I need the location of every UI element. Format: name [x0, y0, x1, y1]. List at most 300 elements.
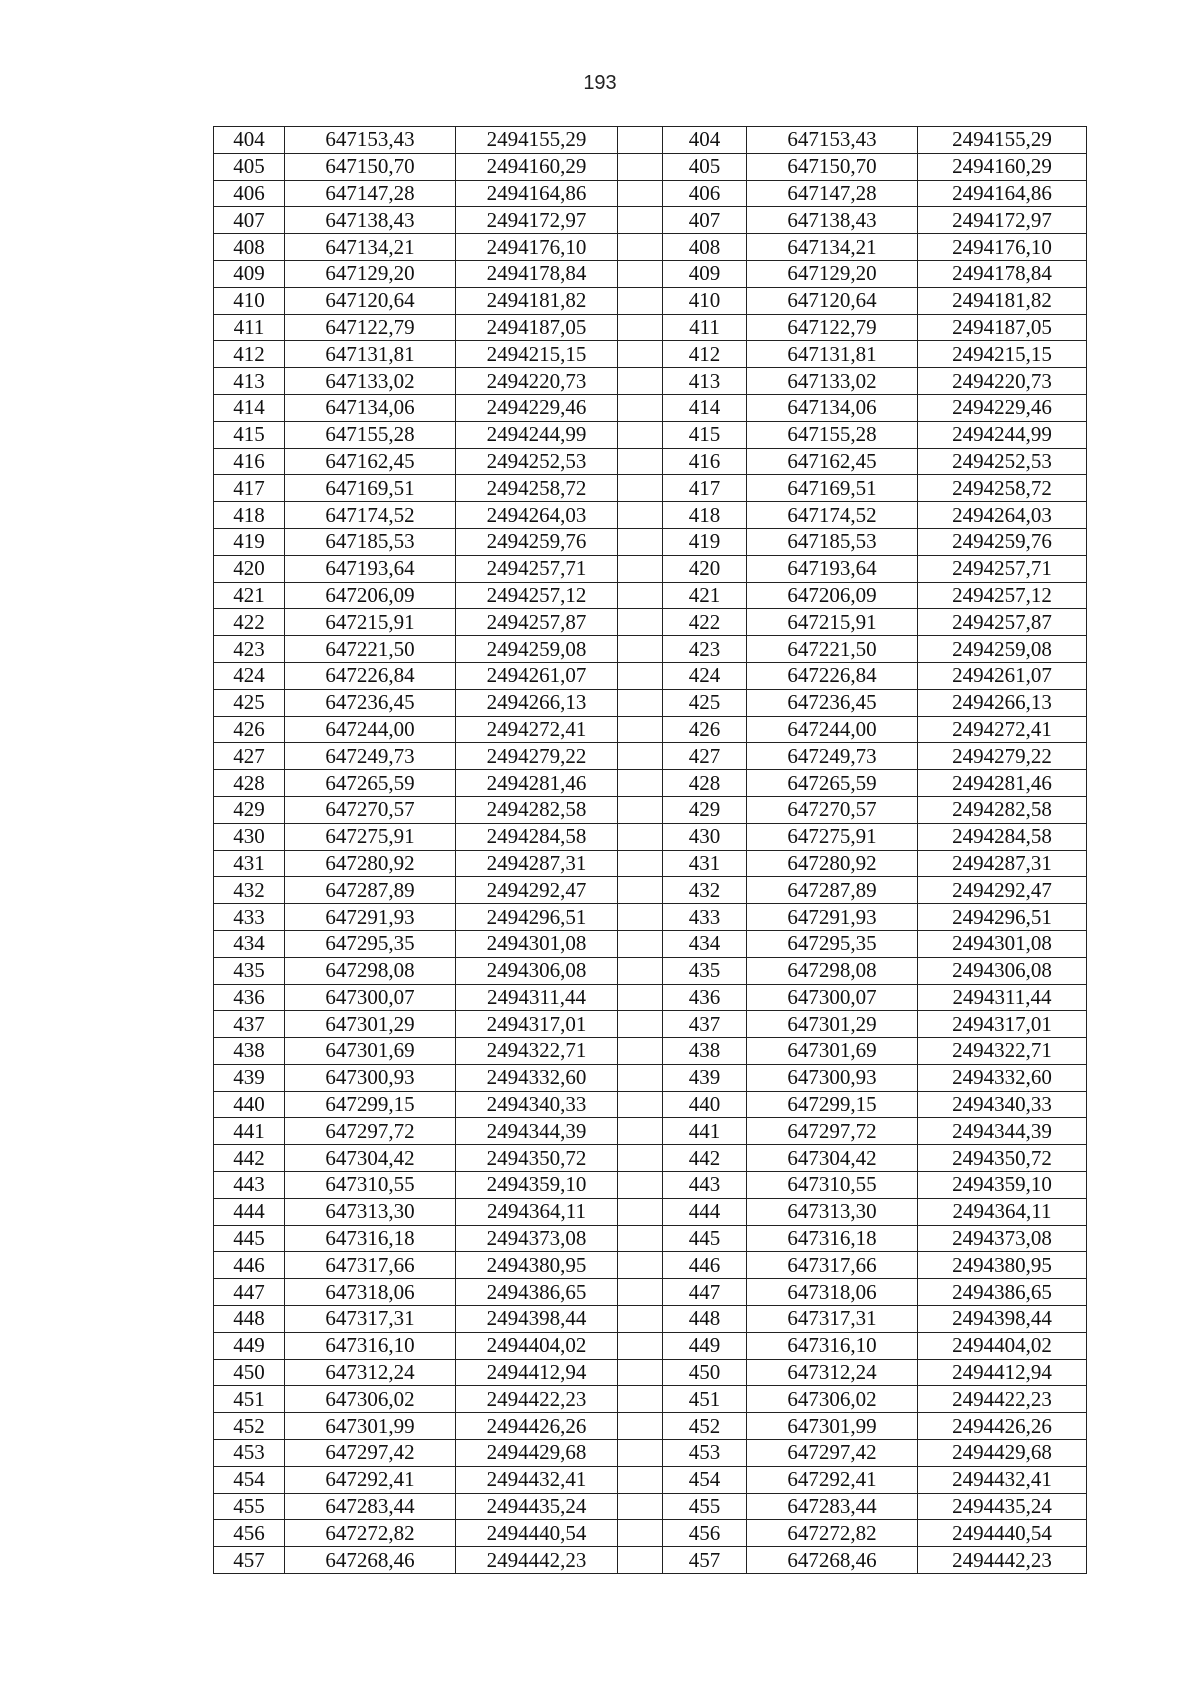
right-x-coordinate-cell: 647287,89	[747, 877, 918, 904]
table-row	[214, 528, 1087, 555]
table-row	[214, 421, 1087, 448]
column-spacer	[618, 1520, 663, 1547]
right-y-coordinate-cell: 2494292,47	[918, 877, 1087, 904]
left-y-coordinate-cell: 2494422,23	[456, 1386, 618, 1413]
right-x-coordinate-cell: 647193,64	[747, 555, 918, 582]
right-y-coordinate-cell: 2494164,86	[918, 180, 1087, 207]
column-spacer	[618, 930, 663, 957]
left-y-coordinate-cell: 2494264,03	[456, 502, 618, 529]
table-row	[214, 1493, 1087, 1520]
right-point-number-cell: 437	[663, 1011, 747, 1038]
right-point-number-cell: 407	[663, 207, 747, 234]
right-point-number-cell: 434	[663, 930, 747, 957]
right-point-number-cell: 436	[663, 984, 747, 1011]
left-x-coordinate-cell: 647306,02	[285, 1386, 456, 1413]
left-x-coordinate-cell: 647215,91	[285, 609, 456, 636]
left-point-number-cell: 410	[214, 287, 285, 314]
right-x-coordinate-cell: 647122,79	[747, 314, 918, 341]
right-x-coordinate-cell: 647300,07	[747, 984, 918, 1011]
left-x-coordinate-cell: 647226,84	[285, 662, 456, 689]
right-point-number-cell: 450	[663, 1359, 747, 1386]
right-point-number-cell: 446	[663, 1252, 747, 1279]
left-y-coordinate-cell: 2494332,60	[456, 1064, 618, 1091]
right-point-number-cell: 409	[663, 260, 747, 287]
table-row	[214, 877, 1087, 904]
left-point-number-cell: 423	[214, 636, 285, 663]
right-point-number-cell: 451	[663, 1386, 747, 1413]
table-row	[214, 1118, 1087, 1145]
left-y-coordinate-cell: 2494412,94	[456, 1359, 618, 1386]
right-y-coordinate-cell: 2494359,10	[918, 1172, 1087, 1199]
right-point-number-cell: 415	[663, 421, 747, 448]
right-y-coordinate-cell: 2494301,08	[918, 930, 1087, 957]
left-x-coordinate-cell: 647316,18	[285, 1225, 456, 1252]
left-x-coordinate-cell: 647312,24	[285, 1359, 456, 1386]
left-x-coordinate-cell: 647122,79	[285, 314, 456, 341]
table-row	[214, 180, 1087, 207]
left-y-coordinate-cell: 2494386,65	[456, 1279, 618, 1306]
column-spacer	[618, 1386, 663, 1413]
left-point-number-cell: 444	[214, 1198, 285, 1225]
right-y-coordinate-cell: 2494287,31	[918, 850, 1087, 877]
left-y-coordinate-cell: 2494176,10	[456, 234, 618, 261]
table-row	[214, 1279, 1087, 1306]
right-y-coordinate-cell: 2494257,71	[918, 555, 1087, 582]
left-x-coordinate-cell: 647249,73	[285, 743, 456, 770]
right-x-coordinate-cell: 647138,43	[747, 207, 918, 234]
right-x-coordinate-cell: 647150,70	[747, 153, 918, 180]
left-point-number-cell: 412	[214, 341, 285, 368]
left-x-coordinate-cell: 647265,59	[285, 770, 456, 797]
left-y-coordinate-cell: 2494429,68	[456, 1440, 618, 1467]
left-point-number-cell: 409	[214, 260, 285, 287]
right-x-coordinate-cell: 647147,28	[747, 180, 918, 207]
left-x-coordinate-cell: 647270,57	[285, 796, 456, 823]
right-x-coordinate-cell: 647312,24	[747, 1359, 918, 1386]
left-point-number-cell: 432	[214, 877, 285, 904]
right-x-coordinate-cell: 647244,00	[747, 716, 918, 743]
column-spacer	[618, 368, 663, 395]
left-x-coordinate-cell: 647169,51	[285, 475, 456, 502]
left-point-number-cell: 406	[214, 180, 285, 207]
table-row	[214, 1547, 1087, 1574]
left-y-coordinate-cell: 2494259,08	[456, 636, 618, 663]
table-row	[214, 1198, 1087, 1225]
column-spacer	[618, 448, 663, 475]
left-point-number-cell: 430	[214, 823, 285, 850]
left-y-coordinate-cell: 2494440,54	[456, 1520, 618, 1547]
right-y-coordinate-cell: 2494187,05	[918, 314, 1087, 341]
right-x-coordinate-cell: 647215,91	[747, 609, 918, 636]
left-point-number-cell: 404	[214, 127, 285, 154]
right-x-coordinate-cell: 647300,93	[747, 1064, 918, 1091]
column-spacer	[618, 475, 663, 502]
column-spacer	[618, 957, 663, 984]
right-point-number-cell: 418	[663, 502, 747, 529]
right-x-coordinate-cell: 647316,10	[747, 1332, 918, 1359]
right-y-coordinate-cell: 2494259,76	[918, 528, 1087, 555]
table-row	[214, 1038, 1087, 1065]
left-y-coordinate-cell: 2494259,76	[456, 528, 618, 555]
right-y-coordinate-cell: 2494244,99	[918, 421, 1087, 448]
column-spacer	[618, 421, 663, 448]
right-y-coordinate-cell: 2494252,53	[918, 448, 1087, 475]
right-point-number-cell: 428	[663, 770, 747, 797]
left-x-coordinate-cell: 647244,00	[285, 716, 456, 743]
right-y-coordinate-cell: 2494344,39	[918, 1118, 1087, 1145]
right-x-coordinate-cell: 647316,18	[747, 1225, 918, 1252]
right-x-coordinate-cell: 647226,84	[747, 662, 918, 689]
table-row	[214, 984, 1087, 1011]
right-y-coordinate-cell: 2494311,44	[918, 984, 1087, 1011]
table-row	[214, 609, 1087, 636]
table-row	[214, 716, 1087, 743]
column-spacer	[618, 823, 663, 850]
table-row	[214, 287, 1087, 314]
left-y-coordinate-cell: 2494296,51	[456, 904, 618, 931]
right-y-coordinate-cell: 2494178,84	[918, 260, 1087, 287]
right-y-coordinate-cell: 2494229,46	[918, 394, 1087, 421]
right-x-coordinate-cell: 647275,91	[747, 823, 918, 850]
left-y-coordinate-cell: 2494172,97	[456, 207, 618, 234]
column-spacer	[618, 689, 663, 716]
right-point-number-cell: 405	[663, 153, 747, 180]
left-point-number-cell: 426	[214, 716, 285, 743]
table-row	[214, 1091, 1087, 1118]
table-row	[214, 1413, 1087, 1440]
right-x-coordinate-cell: 647306,02	[747, 1386, 918, 1413]
right-x-coordinate-cell: 647134,06	[747, 394, 918, 421]
left-y-coordinate-cell: 2494340,33	[456, 1091, 618, 1118]
right-y-coordinate-cell: 2494264,03	[918, 502, 1087, 529]
column-spacer	[618, 394, 663, 421]
table-row	[214, 1252, 1087, 1279]
right-x-coordinate-cell: 647134,21	[747, 234, 918, 261]
left-point-number-cell: 440	[214, 1091, 285, 1118]
left-point-number-cell: 436	[214, 984, 285, 1011]
left-x-coordinate-cell: 647131,81	[285, 341, 456, 368]
right-x-coordinate-cell: 647249,73	[747, 743, 918, 770]
right-point-number-cell: 443	[663, 1172, 747, 1199]
right-y-coordinate-cell: 2494155,29	[918, 127, 1087, 154]
left-x-coordinate-cell: 647236,45	[285, 689, 456, 716]
right-y-coordinate-cell: 2494404,02	[918, 1332, 1087, 1359]
left-x-coordinate-cell: 647283,44	[285, 1493, 456, 1520]
column-spacer	[618, 234, 663, 261]
right-y-coordinate-cell: 2494272,41	[918, 716, 1087, 743]
column-spacer	[618, 555, 663, 582]
right-x-coordinate-cell: 647283,44	[747, 1493, 918, 1520]
left-y-coordinate-cell: 2494266,13	[456, 689, 618, 716]
left-point-number-cell: 425	[214, 689, 285, 716]
left-y-coordinate-cell: 2494350,72	[456, 1145, 618, 1172]
left-point-number-cell: 443	[214, 1172, 285, 1199]
left-x-coordinate-cell: 647133,02	[285, 368, 456, 395]
column-spacer	[618, 1493, 663, 1520]
right-point-number-cell: 404	[663, 127, 747, 154]
right-x-coordinate-cell: 647297,42	[747, 1440, 918, 1467]
right-x-coordinate-cell: 647301,99	[747, 1413, 918, 1440]
right-point-number-cell: 427	[663, 743, 747, 770]
left-x-coordinate-cell: 647304,42	[285, 1145, 456, 1172]
left-y-coordinate-cell: 2494282,58	[456, 796, 618, 823]
table-row	[214, 207, 1087, 234]
right-point-number-cell: 432	[663, 877, 747, 904]
right-x-coordinate-cell: 647133,02	[747, 368, 918, 395]
table-row	[214, 636, 1087, 663]
table-row	[214, 930, 1087, 957]
table-row	[214, 341, 1087, 368]
column-spacer	[618, 528, 663, 555]
table-row	[214, 127, 1087, 154]
column-spacer	[618, 1118, 663, 1145]
left-point-number-cell: 420	[214, 555, 285, 582]
right-point-number-cell: 456	[663, 1520, 747, 1547]
right-y-coordinate-cell: 2494380,95	[918, 1252, 1087, 1279]
left-y-coordinate-cell: 2494284,58	[456, 823, 618, 850]
left-y-coordinate-cell: 2494187,05	[456, 314, 618, 341]
right-point-number-cell: 444	[663, 1198, 747, 1225]
right-x-coordinate-cell: 647153,43	[747, 127, 918, 154]
left-point-number-cell: 435	[214, 957, 285, 984]
left-point-number-cell: 408	[214, 234, 285, 261]
column-spacer	[618, 743, 663, 770]
column-spacer	[618, 287, 663, 314]
left-x-coordinate-cell: 647268,46	[285, 1547, 456, 1574]
right-point-number-cell: 448	[663, 1306, 747, 1333]
table-row	[214, 368, 1087, 395]
left-point-number-cell: 428	[214, 770, 285, 797]
left-y-coordinate-cell: 2494220,73	[456, 368, 618, 395]
coordinates-table	[213, 126, 1087, 1574]
right-point-number-cell: 435	[663, 957, 747, 984]
right-y-coordinate-cell: 2494160,29	[918, 153, 1087, 180]
left-x-coordinate-cell: 647162,45	[285, 448, 456, 475]
left-point-number-cell: 446	[214, 1252, 285, 1279]
right-point-number-cell: 408	[663, 234, 747, 261]
left-point-number-cell: 445	[214, 1225, 285, 1252]
right-y-coordinate-cell: 2494257,12	[918, 582, 1087, 609]
right-y-coordinate-cell: 2494282,58	[918, 796, 1087, 823]
right-x-coordinate-cell: 647120,64	[747, 287, 918, 314]
right-point-number-cell: 416	[663, 448, 747, 475]
column-spacer	[618, 127, 663, 154]
right-point-number-cell: 441	[663, 1118, 747, 1145]
column-spacer	[618, 314, 663, 341]
left-y-coordinate-cell: 2494160,29	[456, 153, 618, 180]
right-y-coordinate-cell: 2494340,33	[918, 1091, 1087, 1118]
right-y-coordinate-cell: 2494220,73	[918, 368, 1087, 395]
left-y-coordinate-cell: 2494432,41	[456, 1466, 618, 1493]
right-x-coordinate-cell: 647298,08	[747, 957, 918, 984]
table-row	[214, 689, 1087, 716]
left-y-coordinate-cell: 2494178,84	[456, 260, 618, 287]
left-x-coordinate-cell: 647316,10	[285, 1332, 456, 1359]
right-point-number-cell: 426	[663, 716, 747, 743]
table-row	[214, 1225, 1087, 1252]
column-spacer	[618, 1038, 663, 1065]
right-y-coordinate-cell: 2494440,54	[918, 1520, 1087, 1547]
left-x-coordinate-cell: 647317,66	[285, 1252, 456, 1279]
right-point-number-cell: 413	[663, 368, 747, 395]
right-point-number-cell: 424	[663, 662, 747, 689]
left-point-number-cell: 411	[214, 314, 285, 341]
left-point-number-cell: 405	[214, 153, 285, 180]
column-spacer	[618, 341, 663, 368]
left-y-coordinate-cell: 2494261,07	[456, 662, 618, 689]
column-spacer	[618, 1145, 663, 1172]
table-row	[214, 582, 1087, 609]
right-x-coordinate-cell: 647265,59	[747, 770, 918, 797]
left-y-coordinate-cell: 2494435,24	[456, 1493, 618, 1520]
left-point-number-cell: 427	[214, 743, 285, 770]
right-point-number-cell: 421	[663, 582, 747, 609]
column-spacer	[618, 1359, 663, 1386]
left-x-coordinate-cell: 647120,64	[285, 287, 456, 314]
left-y-coordinate-cell: 2494301,08	[456, 930, 618, 957]
left-x-coordinate-cell: 647147,28	[285, 180, 456, 207]
column-spacer	[618, 582, 663, 609]
left-x-coordinate-cell: 647317,31	[285, 1306, 456, 1333]
right-x-coordinate-cell: 647317,66	[747, 1252, 918, 1279]
column-spacer	[618, 662, 663, 689]
right-point-number-cell: 419	[663, 528, 747, 555]
left-point-number-cell: 434	[214, 930, 285, 957]
left-x-coordinate-cell: 647138,43	[285, 207, 456, 234]
left-y-coordinate-cell: 2494292,47	[456, 877, 618, 904]
left-x-coordinate-cell: 647297,42	[285, 1440, 456, 1467]
left-y-coordinate-cell: 2494229,46	[456, 394, 618, 421]
left-y-coordinate-cell: 2494359,10	[456, 1172, 618, 1199]
column-spacer	[618, 904, 663, 931]
table-row	[214, 1466, 1087, 1493]
column-spacer	[618, 1225, 663, 1252]
right-point-number-cell: 452	[663, 1413, 747, 1440]
right-x-coordinate-cell: 647131,81	[747, 341, 918, 368]
left-point-number-cell: 453	[214, 1440, 285, 1467]
left-point-number-cell: 449	[214, 1332, 285, 1359]
left-y-coordinate-cell: 2494442,23	[456, 1547, 618, 1574]
right-x-coordinate-cell: 647292,41	[747, 1466, 918, 1493]
right-x-coordinate-cell: 647268,46	[747, 1547, 918, 1574]
table-row	[214, 1386, 1087, 1413]
column-spacer	[618, 636, 663, 663]
left-point-number-cell: 454	[214, 1466, 285, 1493]
left-point-number-cell: 419	[214, 528, 285, 555]
table-row	[214, 957, 1087, 984]
left-y-coordinate-cell: 2494181,82	[456, 287, 618, 314]
right-x-coordinate-cell: 647270,57	[747, 796, 918, 823]
right-x-coordinate-cell: 647313,30	[747, 1198, 918, 1225]
column-spacer	[618, 609, 663, 636]
right-point-number-cell: 420	[663, 555, 747, 582]
right-point-number-cell: 425	[663, 689, 747, 716]
right-y-coordinate-cell: 2494306,08	[918, 957, 1087, 984]
left-x-coordinate-cell: 647150,70	[285, 153, 456, 180]
column-spacer	[618, 1306, 663, 1333]
left-y-coordinate-cell: 2494306,08	[456, 957, 618, 984]
right-y-coordinate-cell: 2494257,87	[918, 609, 1087, 636]
left-y-coordinate-cell: 2494317,01	[456, 1011, 618, 1038]
table-row	[214, 743, 1087, 770]
column-spacer	[618, 1466, 663, 1493]
right-point-number-cell: 440	[663, 1091, 747, 1118]
left-point-number-cell: 442	[214, 1145, 285, 1172]
right-x-coordinate-cell: 647155,28	[747, 421, 918, 448]
left-x-coordinate-cell: 647313,30	[285, 1198, 456, 1225]
right-y-coordinate-cell: 2494181,82	[918, 287, 1087, 314]
column-spacer	[618, 180, 663, 207]
table-row	[214, 1520, 1087, 1547]
table-row	[214, 448, 1087, 475]
right-x-coordinate-cell: 647301,69	[747, 1038, 918, 1065]
left-x-coordinate-cell: 647129,20	[285, 260, 456, 287]
left-x-coordinate-cell: 647299,15	[285, 1091, 456, 1118]
column-spacer	[618, 1064, 663, 1091]
column-spacer	[618, 877, 663, 904]
right-y-coordinate-cell: 2494317,01	[918, 1011, 1087, 1038]
left-y-coordinate-cell: 2494155,29	[456, 127, 618, 154]
left-x-coordinate-cell: 647310,55	[285, 1172, 456, 1199]
right-x-coordinate-cell: 647297,72	[747, 1118, 918, 1145]
left-point-number-cell: 456	[214, 1520, 285, 1547]
right-y-coordinate-cell: 2494412,94	[918, 1359, 1087, 1386]
right-y-coordinate-cell: 2494332,60	[918, 1064, 1087, 1091]
left-point-number-cell: 417	[214, 475, 285, 502]
right-y-coordinate-cell: 2494432,41	[918, 1466, 1087, 1493]
right-point-number-cell: 449	[663, 1332, 747, 1359]
left-x-coordinate-cell: 647292,41	[285, 1466, 456, 1493]
left-x-coordinate-cell: 647287,89	[285, 877, 456, 904]
right-y-coordinate-cell: 2494373,08	[918, 1225, 1087, 1252]
left-y-coordinate-cell: 2494279,22	[456, 743, 618, 770]
left-y-coordinate-cell: 2494257,71	[456, 555, 618, 582]
left-point-number-cell: 457	[214, 1547, 285, 1574]
table-row	[214, 502, 1087, 529]
left-y-coordinate-cell: 2494281,46	[456, 770, 618, 797]
right-y-coordinate-cell: 2494215,15	[918, 341, 1087, 368]
right-point-number-cell: 410	[663, 287, 747, 314]
right-x-coordinate-cell: 647236,45	[747, 689, 918, 716]
right-x-coordinate-cell: 647185,53	[747, 528, 918, 555]
right-y-coordinate-cell: 2494350,72	[918, 1145, 1087, 1172]
left-y-coordinate-cell: 2494404,02	[456, 1332, 618, 1359]
left-x-coordinate-cell: 647153,43	[285, 127, 456, 154]
right-point-number-cell: 423	[663, 636, 747, 663]
left-x-coordinate-cell: 647318,06	[285, 1279, 456, 1306]
table-row	[214, 475, 1087, 502]
column-spacer	[618, 260, 663, 287]
left-x-coordinate-cell: 647301,29	[285, 1011, 456, 1038]
left-y-coordinate-cell: 2494344,39	[456, 1118, 618, 1145]
left-x-coordinate-cell: 647221,50	[285, 636, 456, 663]
left-point-number-cell: 450	[214, 1359, 285, 1386]
left-point-number-cell: 413	[214, 368, 285, 395]
right-x-coordinate-cell: 647299,15	[747, 1091, 918, 1118]
right-point-number-cell: 438	[663, 1038, 747, 1065]
right-y-coordinate-cell: 2494258,72	[918, 475, 1087, 502]
right-y-coordinate-cell: 2494398,44	[918, 1306, 1087, 1333]
left-point-number-cell: 424	[214, 662, 285, 689]
right-point-number-cell: 439	[663, 1064, 747, 1091]
column-spacer	[618, 850, 663, 877]
left-point-number-cell: 431	[214, 850, 285, 877]
left-y-coordinate-cell: 2494215,15	[456, 341, 618, 368]
column-spacer	[618, 1091, 663, 1118]
right-y-coordinate-cell: 2494426,26	[918, 1413, 1087, 1440]
right-x-coordinate-cell: 647162,45	[747, 448, 918, 475]
right-x-coordinate-cell: 647317,31	[747, 1306, 918, 1333]
